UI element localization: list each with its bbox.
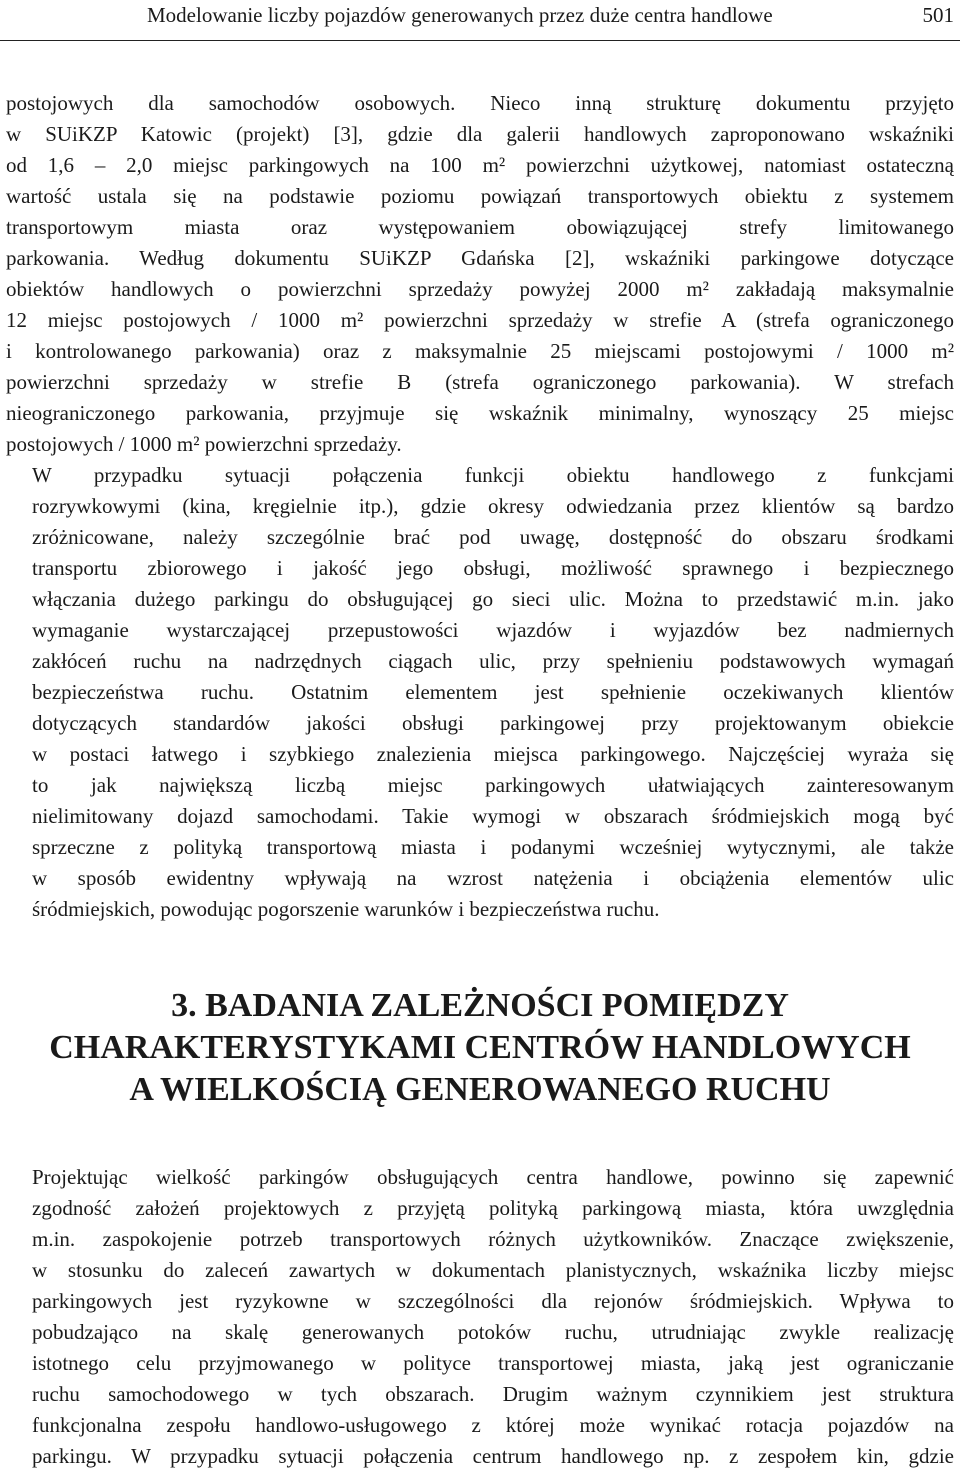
text-line: i kontrolowanego parkowania) oraz z maksymalnie 25 miejscami postojowymi / 1000 m² — [6, 339, 954, 363]
running-header — [0, 0, 960, 41]
body-text-bottom — [6, 1162, 954, 1472]
text-line: istotnego celu przyjmowanego w polityce transportowej miasta, jaką jest ograniczanie — [32, 1351, 954, 1375]
section-heading-line: 3. BADANIA ZALEŻNOŚCI POMIĘDZY — [171, 987, 789, 1024]
text-line: w sposób ewidentny wpływają na wzrost natężenia i obciążenia elementów ulic — [32, 866, 954, 890]
text-line: ruchu samochodowego w tych obszarach. Drugim ważnym czynnikiem jest struktura — [32, 1382, 954, 1406]
text-line: to jak największą liczbą miejsc parkingowych ułatwiających zainteresowanym — [32, 773, 954, 797]
paragraph-parking-indicators — [6, 88, 954, 460]
text-line: wymaganie wystarczającej przepustowości wjazdów i wyjazdów bez nadmiernych — [32, 618, 954, 642]
text-line: m.in. zaspokojenie potrzeb transportowych różnych użytkowników. Znaczące zwiększenie, — [32, 1227, 954, 1251]
text-line: sprzeczne z polityką transportową miasta i podanymi wcześniej wytycznymi, ale także — [32, 835, 954, 859]
text-line: parkingowych jest ryzykowne w szczególności dla rejonów śródmiejskich. Wpływa to — [32, 1289, 954, 1313]
text-line: parkingu. W przypadku sytuacji połączenia centrum handlowego np. z zespołem kin, gdzie — [32, 1444, 954, 1468]
text-line: powierzchni sprzedaży w strefie B (strefa ograniczonego parkowania). W strefach — [6, 370, 954, 394]
section-heading-line: A WIELKOŚCIĄ GENEROWANEGO RUCHU — [129, 1071, 831, 1108]
section-heading — [0, 985, 960, 1111]
text-line: postojowych / 1000 m² powierzchni sprzedaży. — [6, 432, 402, 456]
text-line: bezpieczeństwa ruchu. Ostatnim elementem jest spełnienie oczekiwanych klientów — [32, 680, 954, 704]
paragraph-parking-design — [6, 1162, 954, 1472]
text-line: zgodność założeń projektowych z przyjętą polityką parkingową miasta, która uwzględnia — [32, 1196, 954, 1220]
text-line: rozrywkowymi (kina, kręgielnie itp.), gdzie okresy odwiedzania przez klientów są bardzo — [32, 494, 954, 518]
text-line: włączania dużego parkingu do obsługującej go sieci ulic. Można to przedstawić m.in. jako — [32, 587, 954, 611]
body-text-top — [6, 88, 954, 925]
text-line: 12 miejsc postojowych / 1000 m² powierzchni sprzedaży w strefie A (strefa ograniczonego — [6, 308, 954, 332]
text-line: w stosunku do zaleceń zawartych w dokumentach planistycznych, wskaźnika liczby miejsc — [32, 1258, 954, 1282]
text-line: W przypadku sytuacji połączenia funkcji obiektu handlowego z funkcjami — [32, 463, 954, 487]
text-line: nielimitowany dojazd samochodami. Takie wymogi w obszarach śródmiejskich mogą być — [32, 804, 954, 828]
text-line: pobudzająco na skalę generowanych potoków ruchu, utrudniając zwykle realizację — [32, 1320, 954, 1344]
text-line: transportu zbiorowego i jakość jego obsługi, możliwość sprawnego i bezpiecznego — [32, 556, 954, 580]
text-line: wartość ustala się na podstawie poziomu powiązań transportowych obiektu z systemem — [6, 184, 954, 208]
text-line: obiektów handlowych o powierzchni sprzedaży powyżej 2000 m² zakładają maksymalnie — [6, 277, 954, 301]
text-line: parkowania. Według dokumentu SUiKZP Gdańska [2], wskaźniki parkingowe dotyczące — [6, 246, 954, 270]
page-number: 501 — [922, 3, 954, 27]
text-line: dotyczących standardów jakości obsługi parkingowej przy projektowanym obiekcie — [32, 711, 954, 735]
text-line: w postaci łatwego i szybkiego znalezienia miejsca parkingowego. Najczęściej wyraża się — [32, 742, 954, 766]
text-line: Projektując wielkość parkingów obsługujących centra handlowe, powinno się zapewnić — [32, 1165, 954, 1189]
text-line: nieograniczonego parkowania, przyjmuje się wskaźnik minimalny, wynoszący 25 miejsc — [6, 401, 954, 425]
text-line: śródmiejskich, powodując pogorszenie warunków i bezpieczeństwa ruchu. — [32, 897, 660, 921]
running-title: Modelowanie liczby pojazdów generowanych przez duże centra handlowe — [147, 3, 773, 27]
text-line: funkcjonalna zespołu handlowo-usługowego z której może wynikać rotacja pojazdów na — [32, 1413, 954, 1437]
section-heading-line: CHARAKTERYSTYKAMI CENTRÓW HANDLOWYCH — [49, 1029, 911, 1066]
text-line: zakłóceń ruchu na nadrzędnych ciągach ulic, przy spełnieniu podstawowych wymagań — [32, 649, 954, 673]
text-line: w SUiKZP Katowic (projekt) [3], gdzie dla galerii handlowych zaproponowano wskaźniki — [6, 122, 954, 146]
text-line: transportowym miasta oraz występowaniem obowiązującej strefy limitowanego — [6, 215, 954, 239]
paragraph-entertainment-functions — [6, 460, 954, 925]
text-line: postojowych dla samochodów osobowych. Nieco inną strukturę dokumentu przyjęto — [6, 91, 954, 115]
text-line: od 1,6 – 2,0 miejsc parkingowych na 100 m² powierzchni użytkowej, natomiast ostateczną — [6, 153, 954, 177]
text-line: zróżnicowane, należy szczególnie brać pod uwagę, dostępność do obszaru środkami — [32, 525, 954, 549]
